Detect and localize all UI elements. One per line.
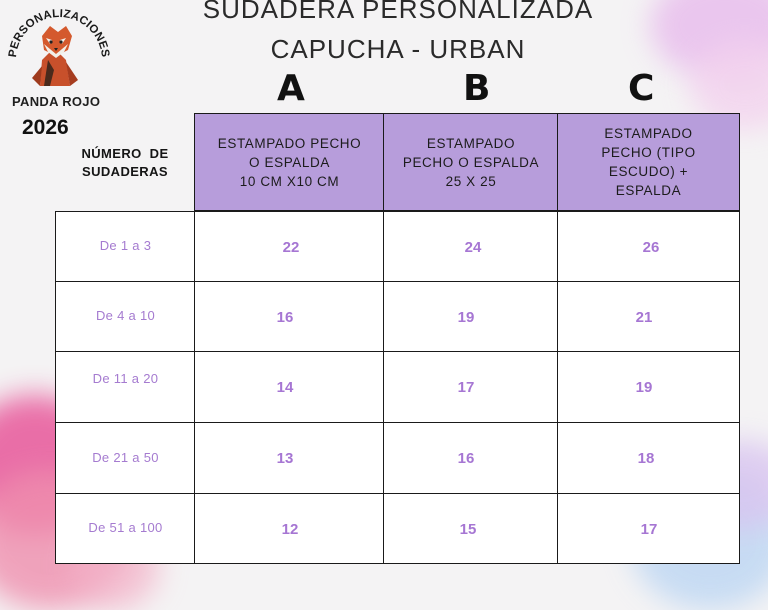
price-cell: 19 [457,309,475,326]
quantity-range: De 11 a 20 [92,371,159,386]
price-cell: 26 [642,239,660,256]
price-cell: 13 [276,450,294,467]
price-cell: 18 [637,450,655,467]
table-divider [194,212,195,563]
table-row-divider [56,281,739,282]
red-panda-icon [6,0,111,95]
column-header-line: 10 CM X10 CM [239,173,340,189]
column-header-line: ESCUDO) + [608,164,689,179]
table-row-divider [56,422,739,423]
quantity-range: De 1 a 3 [99,238,152,253]
price-cell: 15 [459,521,477,538]
page-title: SUDADERA PERSONALIZADA [202,0,594,24]
quantity-range: De 51 a 100 [88,520,163,535]
price-cell: 21 [635,309,653,326]
price-cell: 14 [276,379,294,396]
column-header-b [383,113,559,211]
quantity-range: De 4 a 10 [95,308,156,323]
column-header-a [194,113,385,211]
table-row-divider [56,493,739,494]
row-header-line: SUDADERAS [82,164,168,179]
price-cell: 24 [464,239,482,256]
row-header-label [60,145,190,181]
price-cell: 12 [281,521,299,538]
brand-arc-text: PERSONALIZACIONES [6,7,111,59]
price-cell: 17 [457,379,475,396]
table-divider [383,212,384,563]
column-letter-a: A [277,68,305,109]
column-header-c [557,113,740,211]
price-cell: 19 [635,379,653,396]
quantity-range: De 21 a 50 [92,450,159,465]
brand-name: PANDA ROJO [12,94,101,109]
column-letter-b: B [463,68,491,109]
price-cell: 17 [640,521,658,538]
table-divider [557,212,558,563]
column-header-line: PECHO (TIPO [601,145,696,160]
price-table [55,211,740,564]
column-header-line: PECHO O ESPALDA [402,154,540,170]
column-header-line: ESPALDA [615,183,682,198]
price-cell: 22 [282,239,300,256]
column-letter-c: C [628,68,655,109]
column-header-line: O ESPALDA [249,154,330,170]
column-header-line: ESTAMPADO [604,126,693,141]
price-cell: 16 [276,309,294,326]
price-cell: 16 [457,450,475,467]
column-header-line: ESTAMPADO PECHO [217,135,362,151]
row-header-line: NÚMERO DE [81,146,169,161]
page-subtitle: CAPUCHA - URBAN [270,34,526,64]
table-row-divider [56,351,739,352]
year-label: 2026 [22,116,69,139]
column-header-line: 25 X 25 [445,173,497,189]
column-header-line: ESTAMPADO [426,135,516,151]
